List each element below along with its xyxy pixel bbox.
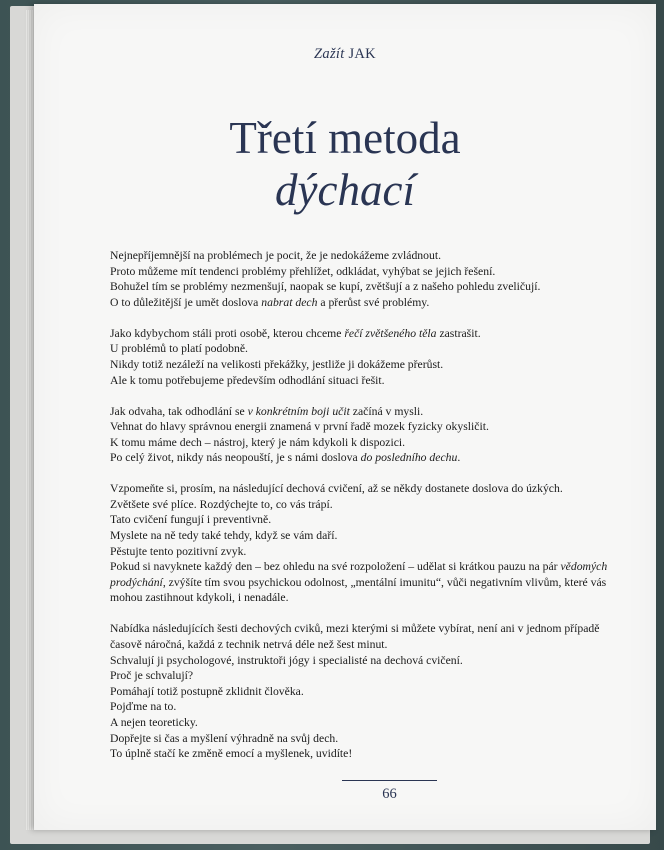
text-line — [110, 731, 650, 747]
text-line — [110, 481, 650, 497]
text-segment: Nejnepříjemnější na problémech je pocit, že je nedokážeme zvládnout. — [110, 249, 442, 262]
paragraph — [110, 481, 650, 606]
text-line — [110, 404, 650, 420]
paragraph — [110, 621, 650, 761]
text-line — [110, 575, 650, 591]
chapter-title — [34, 112, 656, 216]
text-line — [110, 512, 650, 528]
text-segment: . — [457, 451, 461, 465]
text-segment: Proto můžeme mít tendenci problémy přehlížet, odkládat, vyhýbat se jejich řešení. — [110, 264, 496, 278]
text-segment: Vzpomeňte si, prosím, na následující dechová cvičení, až se někdy dostanete doslova do úzkých. — [110, 482, 563, 496]
text-segment: Zvětšete své plíce. Rozdýchejte to, co vás trápí. — [110, 497, 333, 511]
text-line — [110, 419, 650, 435]
emphasis-text: prodýchání — [110, 575, 163, 589]
text-segment: Jako kdybychom stáli proti osobě, kterou chceme — [110, 326, 345, 340]
running-header — [34, 46, 656, 63]
text-segment: Bohužel tím se problémy nezmenšují, naopak se kupí, zvětšují a z našeho pohledu zveličují. — [110, 280, 541, 294]
text-line — [110, 435, 650, 451]
text-segment: A nejen teoreticky. — [110, 716, 198, 729]
running-header-brand: Zažít — [314, 46, 345, 62]
text-segment: Po celý život, nikdy nás neopouští, je s námi doslova — [110, 451, 361, 465]
text-segment: Nikdy totiž nezáleží na velikosti překážky, jestliže ji dokážeme přerůst. — [110, 357, 444, 371]
text-line — [110, 715, 650, 731]
text-line — [110, 590, 650, 606]
footer-rule — [342, 780, 437, 781]
text-line — [110, 295, 650, 311]
text-segment: Jak odvaha, tak odhodlání se — [110, 404, 248, 418]
text-line — [110, 668, 650, 684]
text-segment: Tato cvičení fungují i preventivně. — [110, 513, 272, 527]
text-segment: zastrašit. — [436, 326, 481, 340]
text-segment: mohou zastihnout kdykoli, i nenadále. — [110, 591, 289, 605]
text-segment: Ale k tomu potřebujeme především odhodlání situaci řešit. — [110, 373, 385, 387]
text-line — [110, 559, 650, 575]
paragraph — [110, 248, 650, 310]
text-line — [110, 279, 650, 295]
text-segment: Dopřejte si čas a myšlení výhradně na svůj dech. — [110, 731, 339, 745]
text-line — [110, 326, 650, 342]
text-segment: Schvalují ji psychologové, instruktoři jógy i specialisté na dechová cvičení. — [110, 653, 463, 667]
text-line — [110, 357, 650, 373]
page-number: 66 — [382, 786, 397, 802]
text-line — [110, 684, 650, 700]
text-line — [110, 653, 650, 669]
text-line — [110, 497, 650, 513]
text-line — [110, 248, 650, 264]
text-line — [110, 373, 650, 389]
text-line — [110, 450, 650, 466]
text-segment: a přerůst své problémy. — [317, 295, 430, 309]
text-segment: Pěstujte tento pozitivní zvyk. — [110, 544, 247, 558]
emphasis-text: v konkrétním boji učit — [247, 404, 350, 418]
book-page — [34, 4, 656, 830]
text-segment: Pomáhají totiž postupně zklidnit člověka. — [110, 684, 304, 698]
text-segment: začíná v mysli. — [349, 404, 424, 418]
text-segment: , zvýšíte tím svou psychickou odolnost, „mentální imunitu“, vůči negativním vlivům, které vás — [162, 575, 607, 589]
emphasis-text: do posledního dechu — [360, 451, 458, 465]
text-line — [110, 746, 650, 762]
emphasis-text: vědomých — [560, 560, 608, 574]
paragraph — [110, 326, 650, 388]
text-segment: Pojďme na to. — [110, 700, 177, 714]
emphasis-text: řečí zvětšeného těla — [344, 326, 437, 340]
text-segment: Nabídka následujících šesti dechových cviků, mezi kterými si můžete vybírat, není ani v jednom případě — [110, 622, 600, 636]
paragraph — [110, 404, 650, 466]
text-segment: Myslete na ně tedy také tehdy, když se vám daří. — [110, 529, 338, 543]
chapter-title-line-1: Třetí metoda — [229, 113, 461, 163]
text-segment: K tomu máme dech – nástroj, který je nám kdykoli k dispozici. — [110, 435, 406, 449]
running-header-suffix: JAK — [344, 46, 376, 62]
text-line — [110, 637, 650, 653]
text-line — [110, 528, 650, 544]
text-segment: Pokud si navyknete každý den – bez ohledu na své rozpoložení – udělat si krátkou pauzu na pár — [110, 560, 561, 574]
text-line — [110, 264, 650, 280]
text-line — [110, 621, 650, 637]
chapter-title-line-2: dýchací — [275, 165, 415, 215]
text-segment: Vehnat do hlavy správnou energii znamená v první řadě mozek fyzicky okysličit. — [110, 420, 489, 434]
text-segment: časově náročná, každá z technik netrvá déle než šest minut. — [110, 638, 388, 652]
text-line — [110, 699, 650, 715]
text-segment: O to důležitější je umět doslova — [110, 295, 262, 309]
text-segment: Proč je schvalují? — [110, 669, 194, 683]
text-segment: To úplně stačí ke změně emocí a myšlenek, uvidíte! — [110, 747, 353, 761]
body-text — [110, 248, 650, 777]
emphasis-text: nabrat dech — [261, 295, 318, 309]
text-segment: U problémů to platí podobně. — [110, 342, 248, 356]
text-line — [110, 341, 650, 357]
text-line — [110, 544, 650, 560]
